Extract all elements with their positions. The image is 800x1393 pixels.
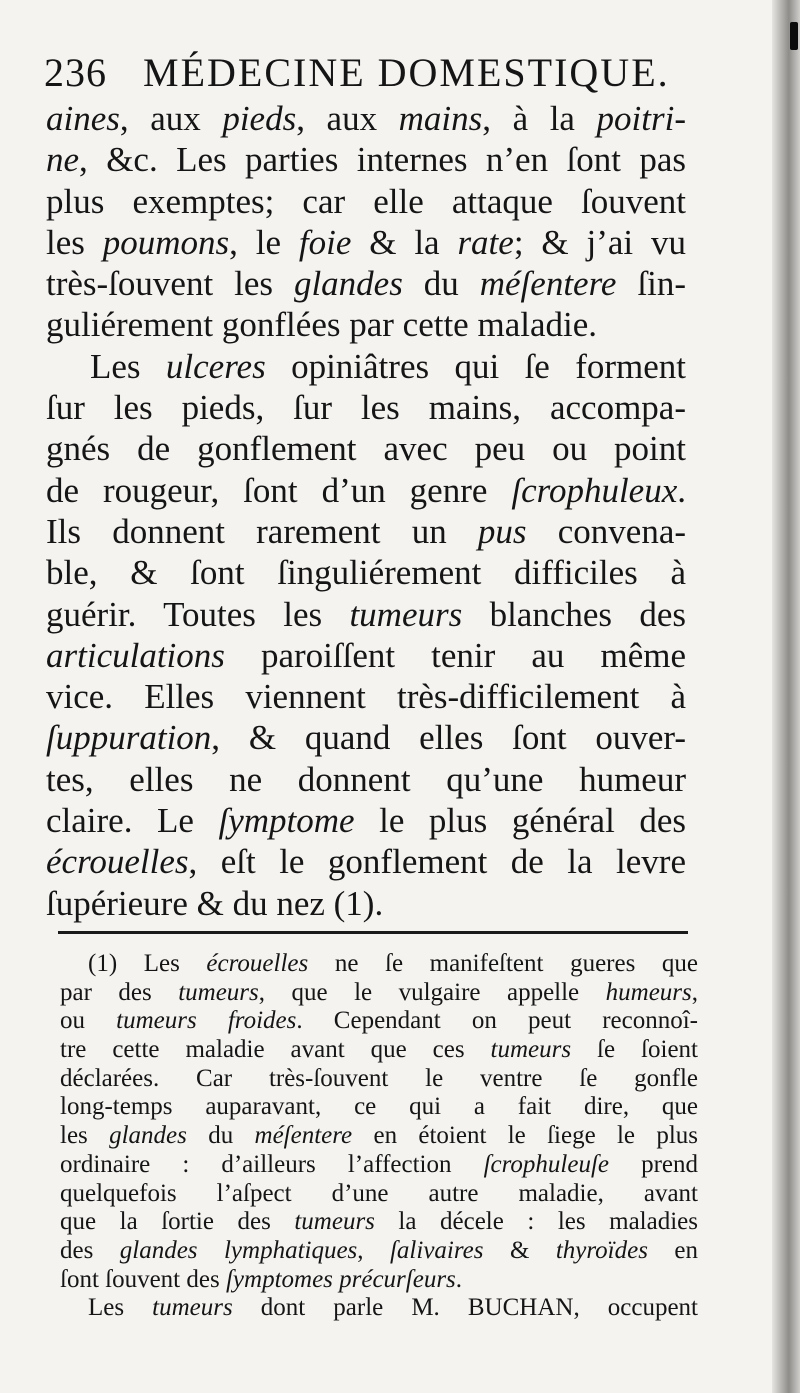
- text-line: [46, 98, 686, 139]
- text-run: ordinaire : d’ailleurs l’affection: [60, 1150, 484, 1178]
- text-run: vice. Elles viennent très-difficilement à: [46, 677, 686, 717]
- text-run: .: [677, 470, 686, 510]
- text-run: &: [483, 1236, 556, 1264]
- text-run: ſur les pieds, ſur les mains, accompa-: [46, 388, 686, 428]
- italic-text-run: tumeurs: [152, 1294, 233, 1322]
- footnote-line: [60, 1294, 698, 1323]
- text-run: ,: [357, 1236, 390, 1264]
- italic-text-run: ſcrophuleuſe: [483, 1150, 609, 1178]
- text-run: Les: [90, 346, 166, 386]
- text-run: , aux: [296, 99, 399, 138]
- text-line: [46, 759, 686, 800]
- footnote-line: [60, 1208, 698, 1237]
- italic-text-run: ſymptome: [218, 801, 355, 841]
- text-run: ne ſe manifeſtent gueres que: [308, 950, 698, 977]
- footnote-line: [60, 1122, 698, 1151]
- text-run: quelquefois l’aſpect d’une autre maladie, avant: [60, 1179, 698, 1207]
- text-run: , &c. Les parties internes n’en ſont pas: [79, 140, 686, 180]
- italic-text-run: ne: [46, 140, 80, 180]
- italic-text-run: foie: [298, 222, 352, 262]
- italic-text-run: tumeurs: [178, 978, 259, 1006]
- footnote-line: [60, 1237, 698, 1266]
- footnote-line: [60, 1151, 698, 1180]
- italic-text-run: mains: [398, 99, 483, 138]
- text-line: [46, 511, 686, 552]
- text-line: [46, 883, 686, 924]
- text-line: [46, 552, 686, 593]
- text-line: [46, 594, 686, 635]
- text-run: claire. Le: [46, 801, 219, 841]
- italic-text-run: ſcrophuleux: [511, 470, 678, 510]
- text-run: ,: [691, 978, 698, 1006]
- running-title: MÉDECINE DOMESTIQUE.: [143, 50, 670, 95]
- text-run: Ils donnent rarement un: [46, 511, 478, 551]
- italic-text-run: ſalivaires: [389, 1236, 484, 1264]
- text-line: [46, 346, 686, 387]
- text-run: ou: [60, 1007, 117, 1035]
- italic-text-run: tumeurs: [349, 594, 463, 634]
- text-run: ble, & ſont ſinguliérement difficiles à: [46, 553, 686, 593]
- text-run: tes, elles ne donnent qu’une humeur: [46, 759, 686, 799]
- italic-text-run: humeurs: [605, 978, 692, 1006]
- text-run: le plus général des: [354, 801, 687, 841]
- footnote-line: [60, 1007, 698, 1036]
- text-run: paroiſſent tenir au même: [224, 635, 686, 675]
- footnote-block: [60, 950, 698, 1323]
- text-run: la décele : les maladies: [374, 1208, 698, 1236]
- text-run: en étoient le ſiege le plus: [352, 1122, 699, 1150]
- text-run: plus exemptes; car elle attaque ſouvent: [46, 181, 686, 221]
- text-run: opiniâtres qui ſe forment: [265, 346, 686, 386]
- italic-text-run: ſuppuration: [46, 718, 212, 758]
- edge-ink-mark: [790, 22, 798, 50]
- text-line: [46, 387, 686, 428]
- italic-text-run: articulations: [46, 635, 225, 675]
- text-line: [46, 676, 686, 717]
- text-run: , aux: [119, 99, 223, 138]
- italic-text-run: aines: [46, 99, 120, 138]
- text-run: long-temps auparavant, ce qui a fait dire, que: [60, 1093, 698, 1121]
- text-line: [46, 841, 686, 882]
- footnote-divider: [58, 931, 688, 934]
- text-line: [46, 222, 686, 263]
- footnote-line: [60, 950, 698, 979]
- text-line: [46, 263, 686, 304]
- text-run: ſont ſouvent des: [60, 1265, 226, 1293]
- footnote-line: [60, 979, 698, 1008]
- text-run: les: [46, 222, 103, 262]
- text-run: & la: [351, 222, 458, 262]
- text-run: guérir. Toutes les: [46, 594, 350, 634]
- italic-text-run: poitri-: [596, 99, 686, 138]
- text-run: les: [60, 1122, 110, 1150]
- text-run: guliérement gonflées par cette maladie.: [46, 305, 597, 345]
- text-run: ſin-: [616, 264, 686, 304]
- text-run: , le: [229, 222, 299, 262]
- italic-text-run: écrouelles: [46, 842, 189, 882]
- italic-text-run: écrouelles: [206, 950, 309, 977]
- italic-text-run: tumeurs: [294, 1208, 375, 1236]
- text-line: [46, 139, 686, 180]
- footnote-line: [60, 1180, 698, 1209]
- text-run: Les: [88, 1294, 153, 1322]
- italic-text-run: ulceres: [165, 346, 266, 386]
- text-line: [46, 181, 686, 222]
- footnote-line: [60, 1065, 698, 1094]
- italic-text-run: glandes: [109, 1122, 187, 1150]
- text-run: dont parle M. BUCHAN, occupent: [232, 1294, 698, 1322]
- text-run: déclarées. Car très-ſouvent le ventre ſe gonfle: [60, 1064, 698, 1092]
- text-run: blanches des: [462, 594, 687, 634]
- italic-text-run: glandes: [293, 264, 403, 304]
- text-run: (1) Les: [88, 950, 207, 977]
- italic-text-run: poumons: [102, 222, 230, 262]
- text-run: .: [455, 1265, 463, 1293]
- text-run: . Cependant on peut reconnoî-: [296, 1007, 698, 1035]
- italic-text-run: ſymptomes précurſeurs: [225, 1265, 456, 1293]
- text-line: [46, 800, 686, 841]
- text-run: ſe ſoient: [571, 1036, 698, 1064]
- footnote-line: [60, 1093, 698, 1122]
- footnote-line: [60, 1036, 698, 1065]
- text-run: ; & j’ai vu: [513, 222, 686, 262]
- text-line: [46, 717, 686, 758]
- text-run: que la ſortie des: [60, 1208, 295, 1236]
- running-header: [44, 50, 670, 96]
- text-run: convena-: [526, 511, 687, 551]
- italic-text-run: tumeurs froides: [116, 1007, 297, 1035]
- text-run: prend: [609, 1150, 698, 1178]
- italic-text-run: pus: [477, 511, 527, 551]
- text-run: des: [60, 1236, 120, 1264]
- footnote-line: [60, 1266, 698, 1295]
- page-gutter-shadow: [772, 0, 800, 1393]
- italic-text-run: méſentere: [479, 264, 617, 304]
- text-run: par des: [60, 978, 179, 1006]
- page-number: 236: [44, 50, 107, 95]
- text-run: en: [647, 1236, 698, 1264]
- italic-text-run: rate: [457, 222, 514, 262]
- italic-text-run: pieds: [222, 99, 297, 138]
- text-run: de rougeur, ſont d’un genre: [46, 470, 512, 510]
- text-run: gnés de gonflement avec peu ou point: [46, 429, 686, 469]
- text-run: très-ſouvent les: [46, 264, 294, 304]
- text-run: , à la: [482, 99, 597, 138]
- text-line: [46, 470, 686, 511]
- text-line: [46, 428, 686, 469]
- text-line: [46, 635, 686, 676]
- text-run: , eſt le gonflement de la levre: [188, 842, 686, 882]
- main-text-block: [46, 98, 686, 924]
- text-run: , que le vulgaire appelle: [258, 978, 606, 1006]
- text-run: , & quand elles ſont ouver-: [211, 718, 686, 758]
- italic-text-run: méſentere: [254, 1122, 353, 1150]
- italic-text-run: glandes lymphatiques: [119, 1236, 358, 1264]
- text-run: du: [402, 264, 480, 304]
- text-run: ſupérieure & du nez (1).: [46, 883, 384, 923]
- text-run: du: [186, 1122, 255, 1150]
- text-run: tre cette maladie avant que ces: [60, 1036, 491, 1064]
- italic-text-run: thyroïdes: [555, 1236, 648, 1264]
- italic-text-run: tumeurs: [490, 1036, 572, 1064]
- text-line: [46, 304, 686, 345]
